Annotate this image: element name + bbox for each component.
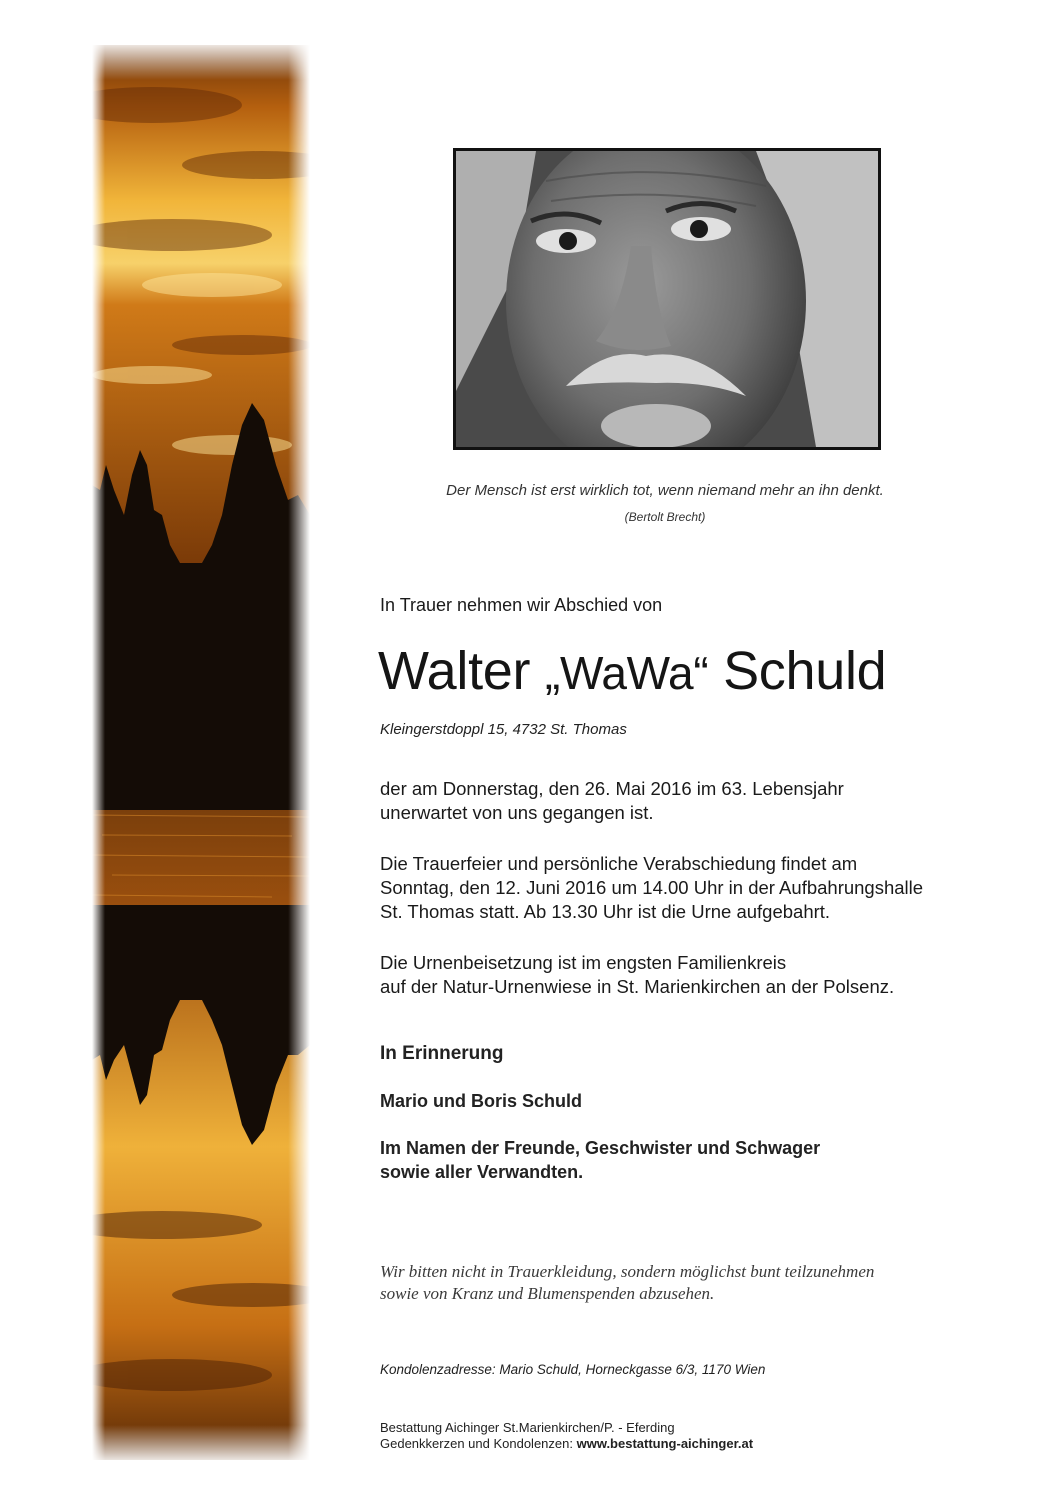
condolence-address: Kondolenzadresse: Mario Schuld, Horneckgasse 6/3, 1170 Wien (380, 1362, 766, 1377)
death-notice (380, 777, 1020, 825)
attire-request (380, 1261, 874, 1305)
family-names: Mario und Boris Schuld (380, 1091, 583, 1111)
memorial-quote: Der Mensch ist erst wirklich tot, wenn niemand mehr an ihn denkt. (446, 482, 884, 499)
deceased-address: Kleingerstdoppl 15, 4732 St. Thomas (380, 721, 627, 738)
on-behalf-line: sowie aller Verwandten. (380, 1162, 584, 1182)
first-name: Walter (378, 641, 531, 701)
sunset-temple-image (92, 45, 310, 1460)
ceremony-line: Die Trauerfeier und persönliche Verabschiedung findet am (380, 853, 858, 874)
death-notice-line: unerwartet von uns gegangen ist. (380, 802, 654, 823)
request-line: sowie von Kranz und Blumenspenden abzusehen. (380, 1284, 715, 1303)
condolence-line (380, 1436, 753, 1452)
image-fade-top (80, 40, 320, 80)
remembrance-heading: In Erinnerung (380, 1043, 504, 1064)
last-name: Schuld (723, 641, 887, 701)
on-behalf-line: Im Namen der Freunde, Geschwister und Schwager (380, 1138, 821, 1158)
funeral-home-website[interactable]: www.bestattung-aichinger.at (576, 1436, 754, 1451)
funeral-home-name: Bestattung Aichinger St.Marienkirchen/P. - Eferding (380, 1420, 675, 1435)
image-fade-bottom (80, 1425, 320, 1465)
death-notice-line: der am Donnerstag, den 26. Mai 2016 im 63. Lebensjahr (380, 778, 844, 799)
burial-line: Die Urnenbeisetzung ist im engsten Familienkreis (380, 952, 787, 973)
ceremony-line: Sonntag, den 12. Juni 2016 um 14.00 Uhr in der Aufbahrungshalle (380, 877, 924, 898)
on-behalf-text (380, 1136, 820, 1184)
burial-info (380, 951, 1020, 999)
request-line: Wir bitten nicht in Trauerkleidung, sondern möglichst bunt teilzunehmen (380, 1262, 875, 1281)
burial-line: auf der Natur-Urnenwiese in St. Marienkirchen an der Polsenz. (380, 976, 895, 997)
deceased-name (378, 640, 886, 702)
intro-text: In Trauer nehmen wir Abschied von (380, 595, 663, 615)
nickname: „WaWa“ (544, 647, 709, 699)
funeral-home-footer (380, 1420, 753, 1452)
condolence-prefix: Gedenkkerzen und Kondolenzen: (380, 1436, 577, 1451)
ceremony-info (380, 852, 1020, 924)
quote-author: (Bertolt Brecht) (624, 510, 706, 524)
ceremony-line: St. Thomas statt. Ab 13.30 Uhr ist die Urne aufgebahrt. (380, 901, 831, 922)
portrait-photo (453, 148, 881, 450)
